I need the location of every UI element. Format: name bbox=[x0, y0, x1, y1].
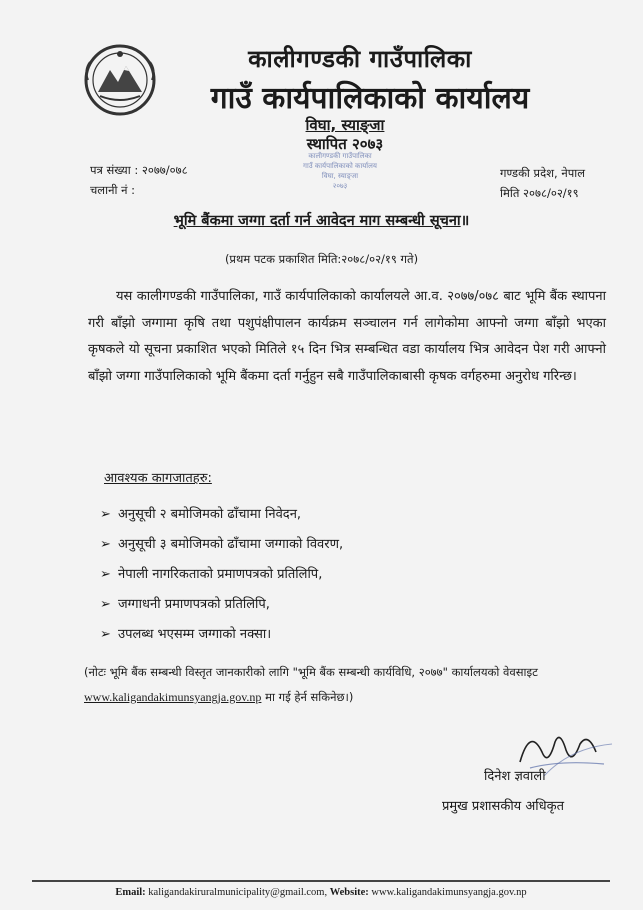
document-item: अनुसूची २ बमोजिमको ढाँचामा निवेदन, bbox=[118, 507, 302, 522]
note-paragraph bbox=[84, 660, 624, 710]
seal-line-3: विघा, स्याङ्जा bbox=[321, 172, 359, 180]
list-item bbox=[100, 500, 343, 530]
list-item bbox=[100, 590, 343, 620]
arrow-bullet-icon: ➢ bbox=[100, 507, 111, 522]
subject-end-mark: ॥ bbox=[460, 213, 470, 229]
document-item: जग्गाधनी प्रमाणपत्रको प्रतिलिपि, bbox=[118, 597, 270, 612]
list-item bbox=[100, 560, 343, 590]
arrow-bullet-icon: ➢ bbox=[100, 567, 111, 582]
footer bbox=[34, 887, 608, 898]
notice-body: यस कालीगण्डकी गाउँपालिका, गाउँ कार्यपालिकाको कार्यालयले आ.व. २०७७/०७८ बाट भूमि बैंक स्थापना गरी बाँझो जग्गामा कृषि तथा पशुपंक्षीपालन कार्यक्रम सञ्चालन गर्न लागेकोमा आफ्नो जग्गा बाँझो भएका कृषकले यो सूचना प्रकाशित भएको मितिले १५ दिन भित्र सम्बन्धित वडा कार्यालय भित्र आवेदन पेश गरी आफ्नो बाँझो जग्गा गाउँपालिकाको भूमि बैंकमा दर्ता गर्नुहुन सबै गाउँपालिकाबासी कृषक वर्गहरुमा अनुरोध गरिन्छ। bbox=[88, 289, 606, 384]
website-link[interactable]: www.kaligandakimunsyangja.gov.np bbox=[84, 690, 262, 704]
document-item: अनुसूची ३ बमोजिमको ढाँचामा जग्गाको विवरण, bbox=[118, 537, 344, 552]
dispatch-number: चलानी नं : bbox=[90, 183, 136, 197]
date-block bbox=[500, 163, 585, 203]
note-prefix: (नोटः भूमि बैंक सम्बन्धी विस्तृत जानकारीको लागि "भूमि बैंक सम्बन्धी कार्यविधि, २०७७" कार्यालयको वेवसाइट bbox=[84, 665, 538, 679]
note-suffix: मा गई हेर्न सकिनेछ।) bbox=[261, 690, 354, 704]
subject-text: भूमि बैंकमा जग्गा दर्ता गर्न आवेदन माग सम्बन्धी सूचना bbox=[173, 213, 461, 229]
documents-list bbox=[100, 500, 343, 650]
documents-heading: आवश्यक कागजातहरु: bbox=[104, 471, 212, 486]
seal-line-2: गाउँ कार्यपालिकाको कार्यालय bbox=[303, 162, 377, 170]
nepal-emblem-icon bbox=[80, 40, 160, 120]
footer-divider bbox=[32, 880, 610, 882]
established-year: स्थापित २०७३ bbox=[306, 135, 384, 153]
website-label: Website: bbox=[329, 887, 369, 898]
reference-block bbox=[90, 160, 188, 200]
issue-date: मिति २०७८/०२/१९ bbox=[500, 186, 579, 200]
signatory-title: प्रमुख प्रशासकीय अधिकृत bbox=[442, 799, 565, 814]
office-seal-stamp bbox=[290, 148, 390, 196]
list-item bbox=[100, 620, 343, 650]
footer-website[interactable]: www.kaligandakimunsyangja.gov.np bbox=[371, 887, 527, 898]
letter-number: पत्र संख्या : २०७७/०७८ bbox=[90, 163, 188, 177]
office-name: गाउँ कार्यपालिकाको कार्यालय bbox=[210, 81, 530, 116]
signatory-name: दिनेश ज्ञवाली bbox=[484, 769, 546, 784]
document-item: उपलब्ध भएसम्म जग्गाको नक्सा। bbox=[118, 627, 272, 642]
notice-subject bbox=[40, 210, 603, 230]
document-item: नेपाली नागरिकताको प्रमाणपत्रको प्रतिलिपि, bbox=[118, 567, 323, 582]
org-name: कालीगण्डकी गाउँपालिका bbox=[248, 45, 472, 73]
publication-note: (प्रथम पटक प्रकाशित मिति:२०७८/०२/१९ गते) bbox=[224, 252, 419, 266]
seal-line-4: २०७३ bbox=[332, 182, 348, 190]
province: गण्डकी प्रदेश, नेपाल bbox=[500, 166, 586, 180]
email-label: Email: bbox=[115, 887, 146, 898]
arrow-bullet-icon: ➢ bbox=[100, 597, 111, 612]
seal-line-1: कालीगण्डकी गाउँपालिका bbox=[308, 152, 372, 160]
arrow-bullet-icon: ➢ bbox=[100, 627, 111, 642]
arrow-bullet-icon: ➢ bbox=[100, 537, 111, 552]
email-address[interactable]: kaligandakiruralmunicipality@gmail.com, bbox=[148, 887, 328, 898]
office-location: विघा, स्याङ्जा bbox=[305, 116, 385, 134]
list-item bbox=[100, 530, 343, 560]
